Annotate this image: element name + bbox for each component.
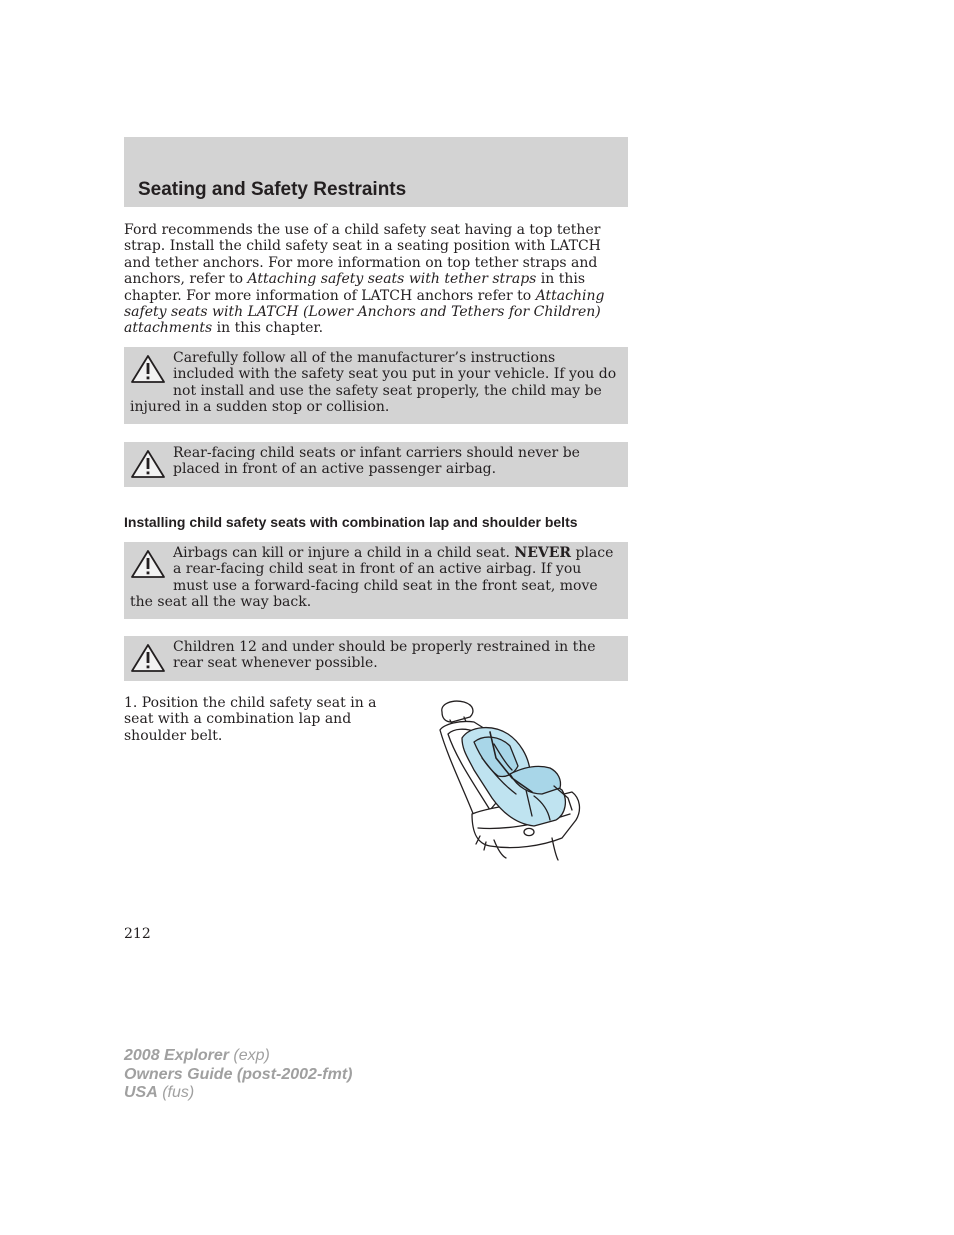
warning-triangle-icon	[130, 354, 166, 384]
intro-paragraph: Ford recommends the use of a child safety seat having a top tether strap. Install the child safety seat in a seating position with LATCH and tether anchors. For more information on top tether straps and anchors, refer to Attaching safety seats with tether straps in this chapter. For more information of LATCH anchors refer to Attaching safety seats with LATCH (Lower Anchors and Tethers for Children) attachments in this chapter.	[124, 222, 605, 337]
step-1-text: 1. Position the child safety seat in a seat with a combination lap and shoulder belt.	[124, 695, 377, 744]
warning-triangle-icon	[130, 643, 166, 673]
warning-box	[124, 542, 628, 619]
warning-text: Children 12 and under should be properly restrained in the rear seat whenever possible.	[173, 639, 596, 672]
subsection-heading: Installing child safety seats with combination lap and shoulder belts	[124, 514, 578, 530]
child-seat-illustration	[430, 698, 586, 864]
cross-reference-latch: Attaching safety seats with LATCH (Lower Anchors and Tethers for Children) attachments	[124, 287, 605, 337]
warning-triangle-icon	[130, 549, 166, 579]
warning-text: Airbags can kill or injure a child in a child seat. NEVER place a rear-facing child seat in front of an active airbag. If you must use a forward-facing child seat in the front seat, move the seat all the way back.	[130, 545, 614, 611]
cross-reference-tether: Attaching safety seats with tether straps	[247, 271, 537, 288]
warning-text: Carefully follow all of the manufacturer’s instructions included with the safety seat you put in your vehicle. If you do not install and use the safety seat properly, the child may be injured in a sudden stop or collision.	[130, 350, 617, 416]
warning-box	[124, 636, 628, 681]
section-header	[124, 137, 628, 207]
warning-text: Rear-facing child seats or infant carriers should never be placed in front of an active passenger airbag.	[173, 445, 580, 478]
page-number: 212	[124, 926, 151, 942]
warning-triangle-icon	[130, 449, 166, 479]
section-title: Seating and Safety Restraints	[138, 179, 407, 200]
warning-box	[124, 442, 628, 487]
emphasis-never: NEVER	[514, 545, 572, 561]
warning-box	[124, 347, 628, 424]
document-footer: 2008 Explorer (exp) Owners Guide (post-2002-fmt) USA (fus)	[124, 1047, 353, 1101]
